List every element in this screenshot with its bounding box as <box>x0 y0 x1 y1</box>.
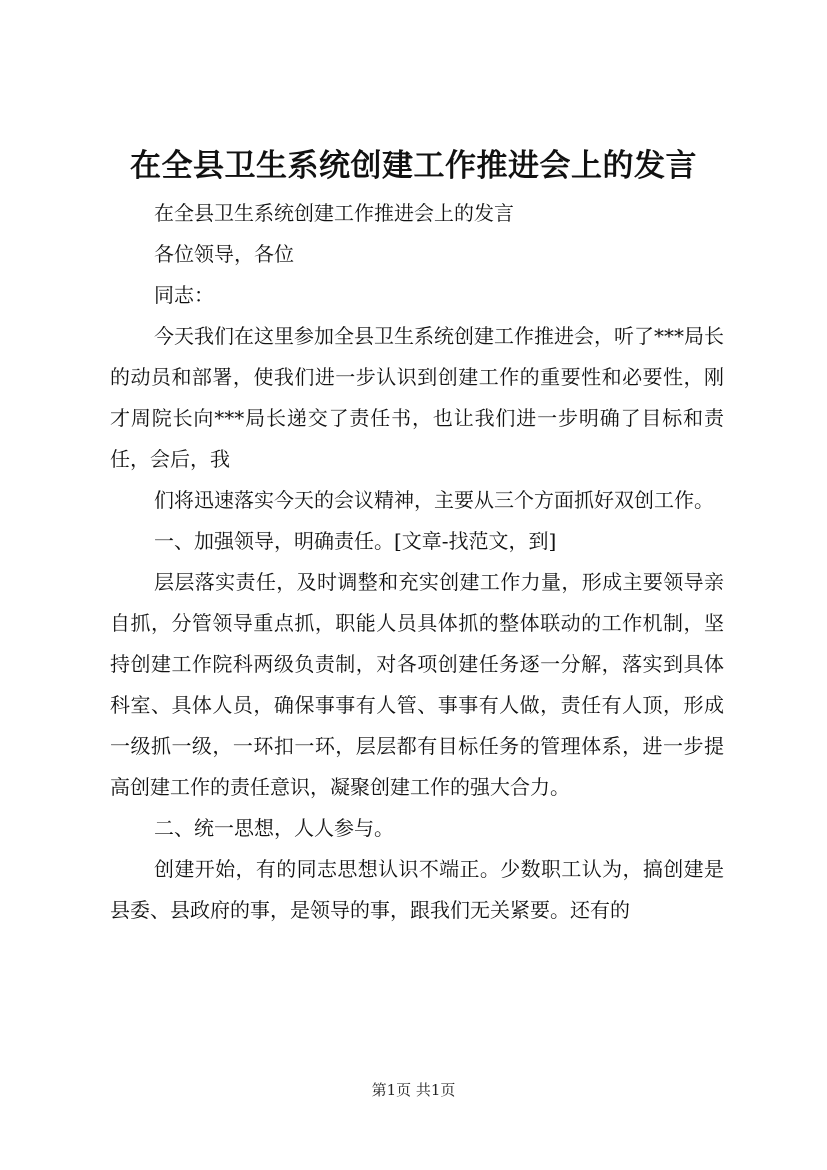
page-footer: 第1页 共1页 <box>371 1081 456 1099</box>
paragraph-subtitle: 在全县卫生系统创建工作推进会上的发言 <box>154 201 514 225</box>
paragraph-salutation-cont: 同志： <box>154 283 214 307</box>
paragraph-intro-cont: 们将迅速落实今天的会议精神，主要从三个方面抓好双创工作。 <box>154 488 714 512</box>
paragraph-intro: 今天我们在这里参加全县卫生系统创建工作推进会，听了***局长的动员和部署，使我们进一步认识到创建工作的重要性和必要性，刚才周院长向***局长递交了责任书，也让我们进一步明确了目标和责任，会后，我 <box>110 324 724 471</box>
paragraph-section-2: 创建开始，有的同志思想认识不端正。少数职工认为，搞创建是县委、县政府的事，是领导的事，跟我们无关紧要。还有的 <box>110 857 724 922</box>
document-body <box>110 193 724 931</box>
paragraph-salutation: 各位领导，各位 <box>154 242 294 266</box>
paragraph-section-1: 层层落实责任，及时调整和充实创建工作力量，形成主要领导亲自抓，分管领导重点抓，职能人员具体抓的整体联动的工作机制，坚持创建工作院科两级负责制，对各项创建任务逐一分解，落实到具体科室、具体人员，确保事事有人管、事事有人做，责任有人顶，形成一级抓一级，一环扣一环，层层都有目标任务的管理体系，进一步提高创建工作的责任意识，凝聚创建工作的强大合力。 <box>110 570 724 799</box>
document-title: 在全县卫生系统创建工作推进会上的发言 <box>130 148 697 184</box>
heading-section-2: 二、统一思想，人人参与。 <box>154 816 394 840</box>
heading-section-1: 一、加强领导，明确责任。[文章-找范文，到] <box>154 529 557 553</box>
